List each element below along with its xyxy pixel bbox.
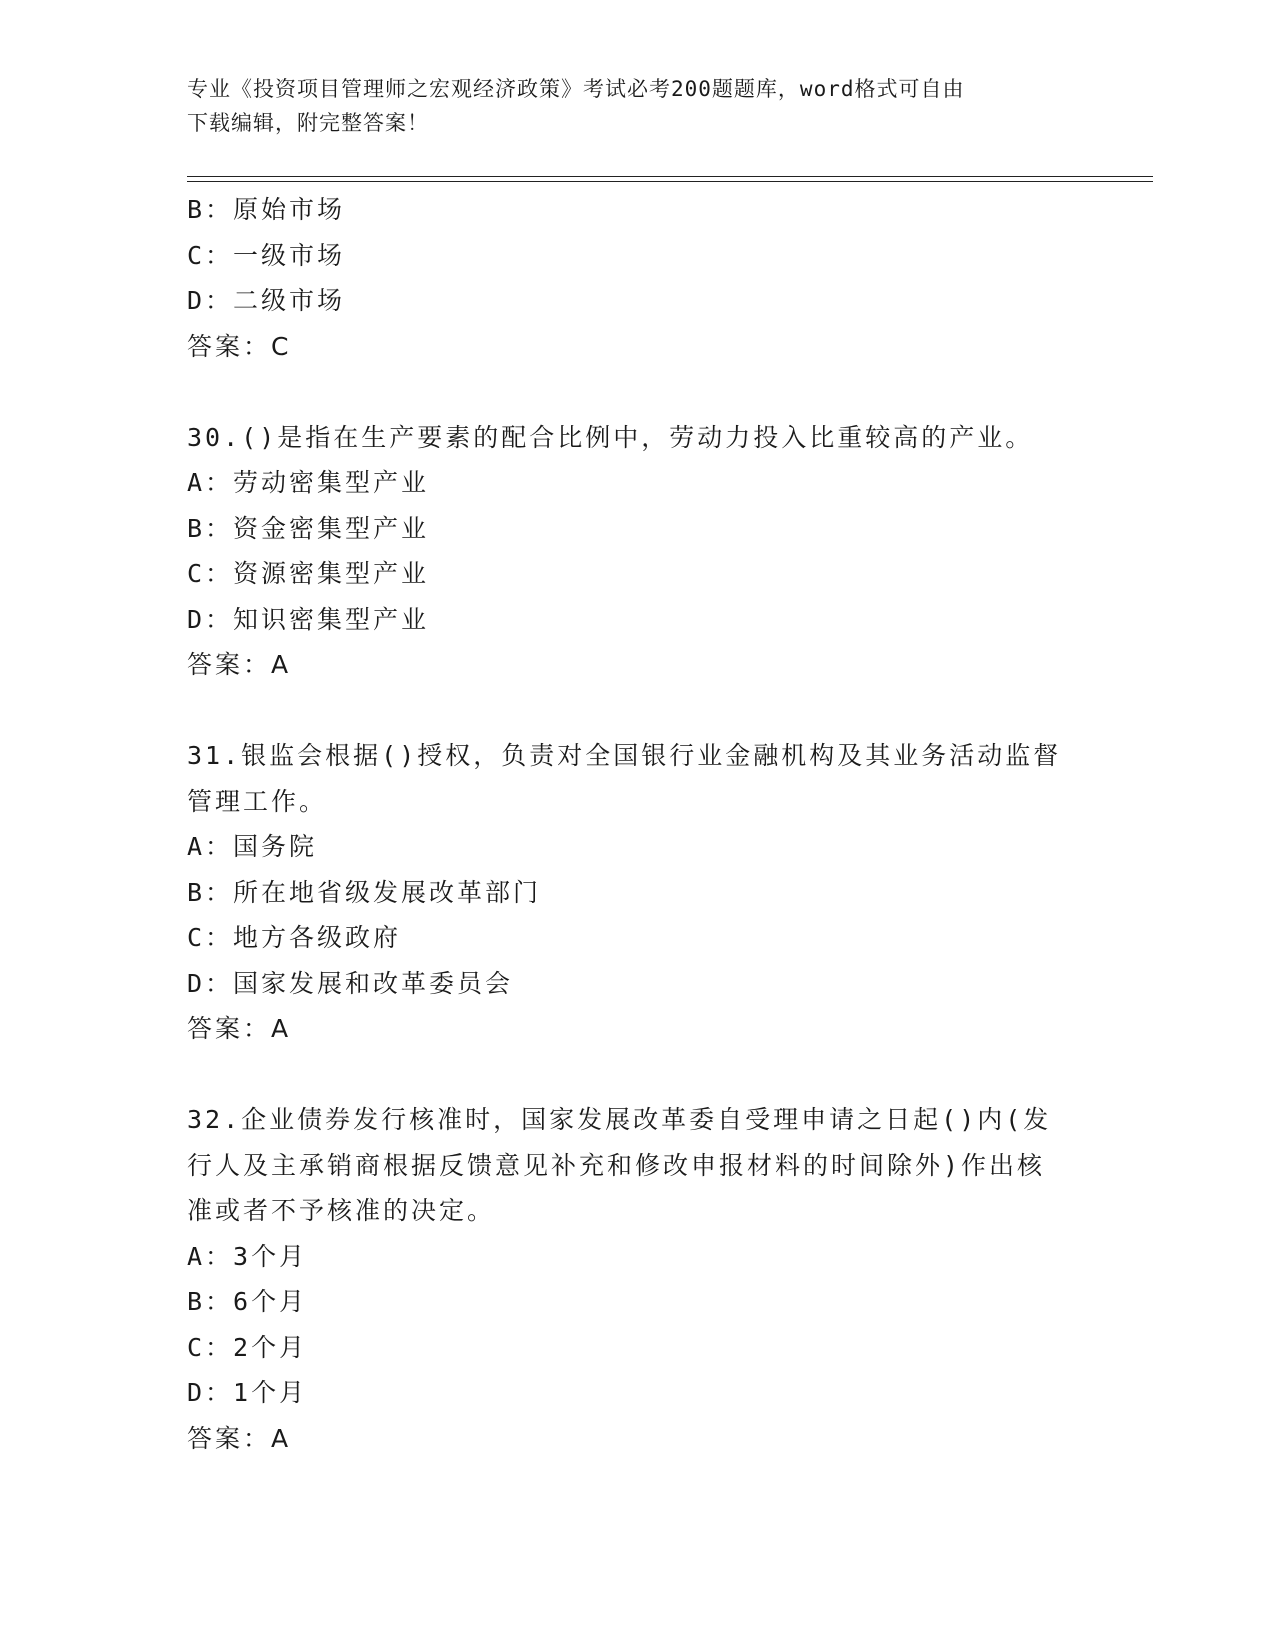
question-30 [187, 415, 1087, 688]
answer: 答案：A [187, 650, 292, 679]
header-line-2: 下载编辑，附完整答案！ [187, 111, 429, 135]
question-list [187, 187, 1087, 1461]
question-text: 行人及主承销商根据反馈意见补充和修改申报材料的时间除外)作出核 [187, 1150, 1046, 1180]
header-line-1: 专业《投资项目管理师之宏观经济政策》考试必考200题题库，word格式可自由 [187, 77, 965, 101]
answer: 答案：C [187, 331, 292, 361]
document-header [187, 72, 1087, 140]
answer: 答案：A [187, 1014, 292, 1043]
question-text: 准或者不予核准的决定。 [187, 1196, 496, 1225]
option-c: C：一级市场 [187, 240, 346, 270]
question-text: 32.企业债券发行核准时，国家发展改革委自受理申请之日起()内(发 [187, 1105, 1052, 1134]
option-b: B：6个月 [187, 1287, 308, 1316]
option-a: A：3个月 [187, 1241, 308, 1271]
header-divider-top [187, 176, 1153, 177]
option-c: C：2个月 [187, 1332, 308, 1362]
question-text: 31.银监会根据()授权，负责对全国银行业金融机构及其业务活动监督 [187, 741, 1062, 770]
option-b: B：所在地省级发展改革部门 [187, 877, 542, 907]
option-b: B：资金密集型产业 [187, 513, 430, 543]
question-text: 管理工作。 [187, 786, 328, 816]
question-31 [187, 733, 1087, 1052]
answer: 答案：A [187, 1423, 292, 1453]
option-d: D：1个月 [187, 1378, 308, 1407]
option-b: B：原始市场 [187, 195, 346, 224]
option-d: D：知识密集型产业 [187, 604, 430, 634]
option-a: A：劳动密集型产业 [187, 468, 430, 497]
option-d: D：国家发展和改革委员会 [187, 968, 514, 998]
option-c: C：资源密集型产业 [187, 559, 430, 588]
option-d: D：二级市场 [187, 286, 346, 315]
option-a: A：国务院 [187, 832, 318, 861]
header-divider-bottom [187, 181, 1153, 182]
question-32 [187, 1097, 1087, 1461]
question-text: 30.()是指在生产要素的配合比例中，劳动力投入比重较高的产业。 [187, 422, 1034, 452]
question-29-continued [187, 187, 1087, 369]
option-c: C：地方各级政府 [187, 923, 402, 952]
